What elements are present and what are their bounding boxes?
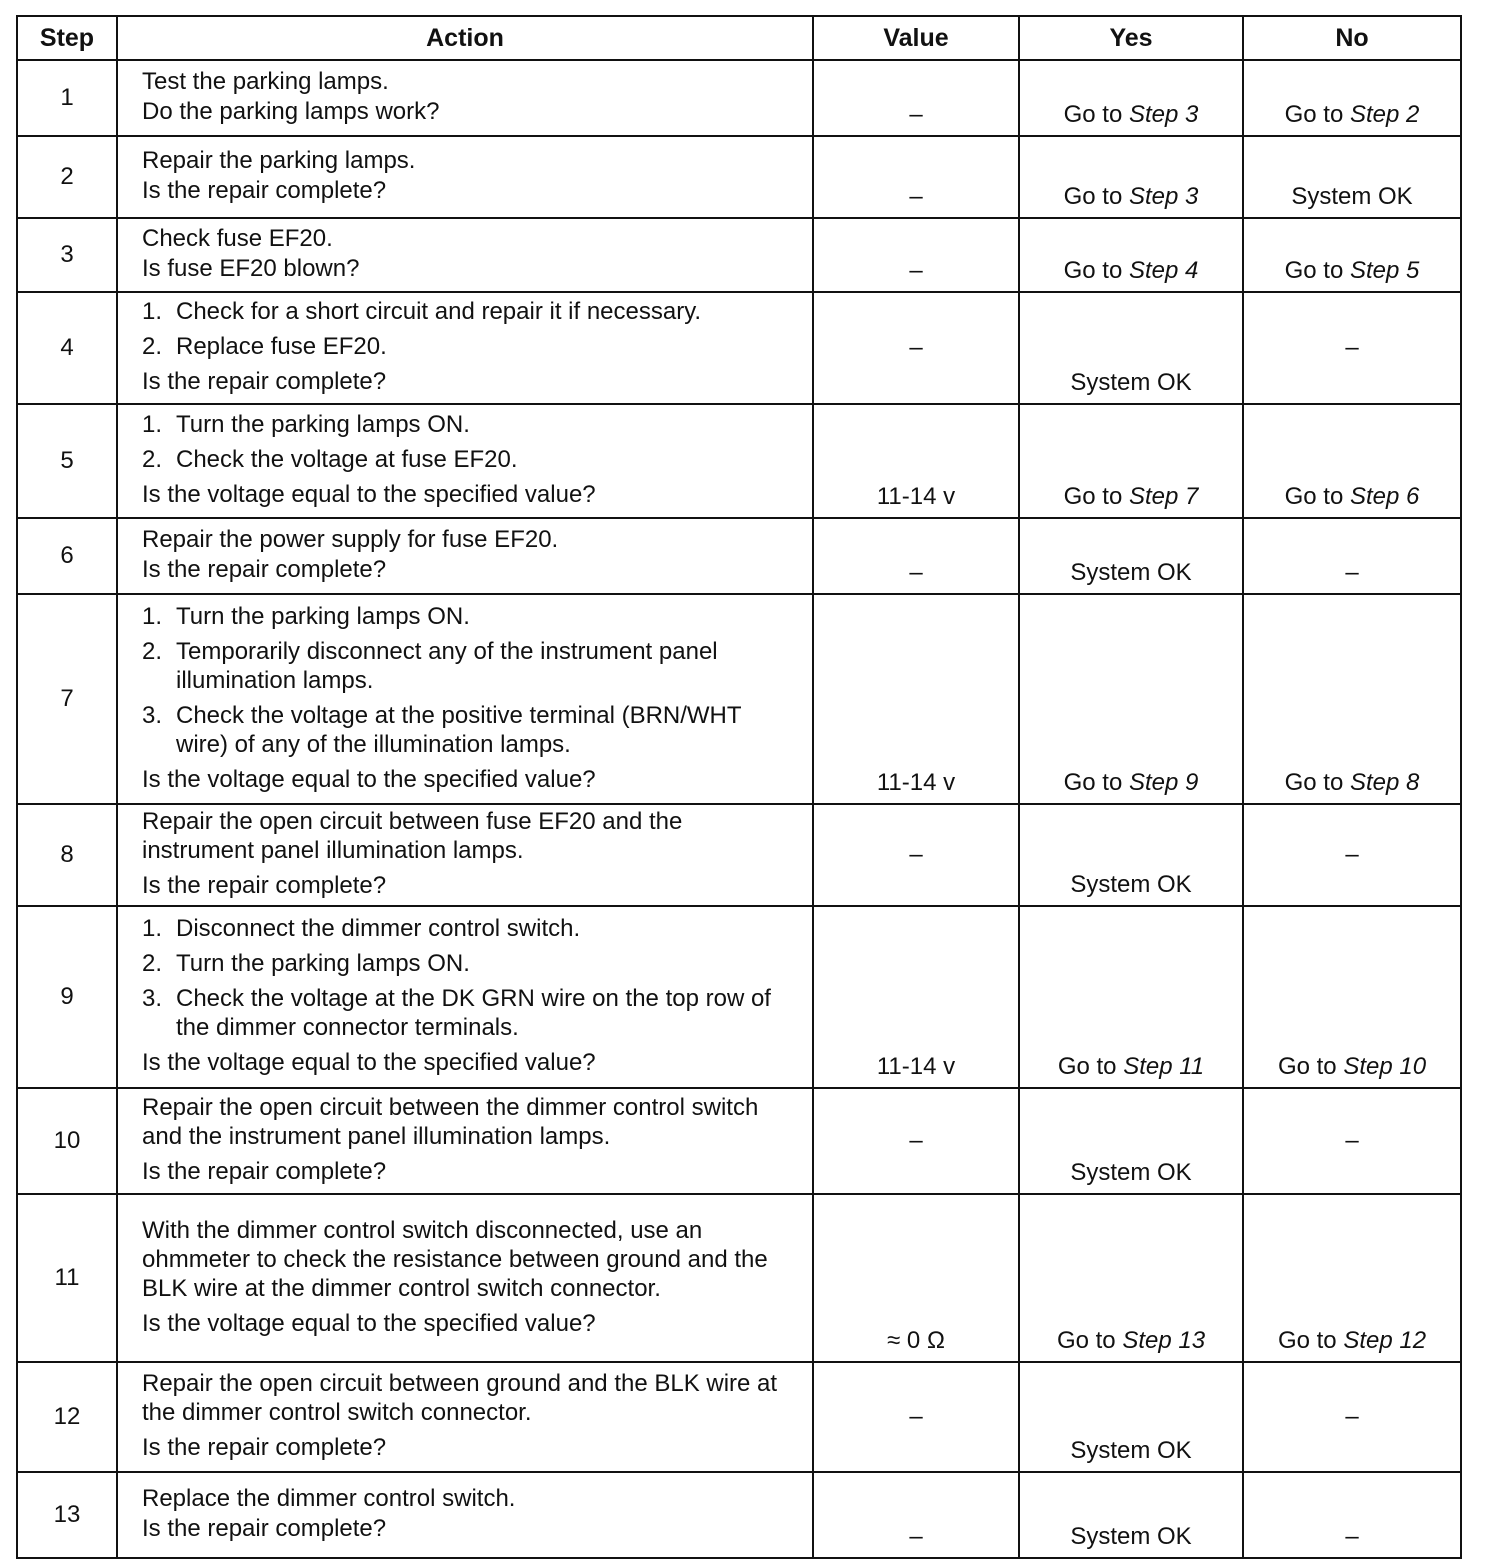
- action-question: Is the voltage equal to the specified value?: [142, 765, 596, 793]
- value-cell: –: [813, 292, 1019, 404]
- item-number: 1.: [142, 602, 163, 630]
- no-cell: [1243, 518, 1461, 594]
- action-question: Is the repair complete?: [142, 1515, 387, 1542]
- action-step-item: [142, 410, 798, 439]
- item-number: 1.: [142, 298, 163, 325]
- no-text: Go to: [1277, 1053, 1344, 1080]
- item-number: 2.: [142, 950, 163, 977]
- table-row: [17, 60, 1461, 136]
- action-cell: [117, 60, 813, 136]
- yes-cell: [1019, 1194, 1243, 1362]
- action-question: Is fuse EF20 blown?: [142, 255, 360, 282]
- step-number: 1: [17, 60, 117, 136]
- step-number: 9: [17, 906, 117, 1088]
- yes-step-ref: Step 11: [1123, 1053, 1205, 1080]
- step-number: 10: [17, 1088, 117, 1194]
- action-step-item: [142, 914, 798, 943]
- no-cell: [1243, 906, 1461, 1088]
- yes-cell: [1019, 1088, 1243, 1194]
- action-step-item: [142, 984, 798, 1042]
- no-text: Go to: [1277, 1327, 1344, 1354]
- value-cell: 11-14 v: [813, 404, 1019, 518]
- action-text: Repair the open circuit between ground and the BLK wire at the dimmer control switch connector.: [142, 1370, 778, 1426]
- item-number: 2.: [142, 637, 163, 665]
- yes-text: System OK: [1070, 1437, 1192, 1464]
- no-step-ref: Step 12: [1343, 1327, 1427, 1354]
- no-step-ref: Step 5: [1349, 257, 1420, 284]
- item-text: Check the voltage at the DK GRN wire on the top row of the dimmer connector terminals.: [176, 985, 771, 1041]
- value-cell: –: [813, 60, 1019, 136]
- yes-text: System OK: [1070, 559, 1192, 586]
- value-cell: 11-14 v: [813, 906, 1019, 1088]
- action-cell: [117, 292, 813, 404]
- no-cell: [1243, 218, 1461, 292]
- yes-text: System OK: [1070, 369, 1192, 396]
- action-cell: [117, 404, 813, 518]
- step-number: 6: [17, 518, 117, 594]
- step-number: 11: [17, 1194, 117, 1362]
- diagnostic-table: [16, 15, 1462, 1559]
- action-question: Is the voltage equal to the specified value?: [142, 1309, 596, 1337]
- action-question: Is the repair complete?: [142, 1158, 387, 1185]
- action-cell: [117, 804, 813, 906]
- no-cell: [1243, 292, 1461, 404]
- action-step-item: [142, 297, 798, 326]
- yes-text: Go to: [1063, 257, 1129, 284]
- action-question: Is the voltage equal to the specified value?: [142, 481, 596, 508]
- yes-text: Go to: [1063, 769, 1129, 796]
- action-text: Replace the dimmer control switch.: [142, 1485, 516, 1512]
- step-number: 2: [17, 136, 117, 218]
- item-text: Replace fuse EF20.: [176, 333, 387, 360]
- yes-cell: [1019, 518, 1243, 594]
- value-cell: –: [813, 218, 1019, 292]
- yes-step-ref: Step 3: [1128, 101, 1199, 128]
- action-text: Repair the open circuit between fuse EF20 and the instrument panel illumination lamps.: [142, 808, 683, 864]
- value-cell: 11-14 v: [813, 594, 1019, 804]
- item-text: Turn the parking lamps ON.: [176, 411, 470, 438]
- table-row: [17, 218, 1461, 292]
- action-text: With the dimmer control switch disconnected, use an ohmmeter to check the resistance between ground and the BLK wire at the dimmer control switch connector.: [142, 1216, 768, 1302]
- action-cell: [117, 1194, 813, 1362]
- value-cell: –: [813, 1088, 1019, 1194]
- yes-text: System OK: [1070, 1523, 1192, 1550]
- no-cell: [1243, 1194, 1461, 1362]
- yes-text: Go to: [1057, 1053, 1124, 1080]
- action-question: Is the repair complete?: [142, 368, 387, 395]
- no-text: –: [1345, 1127, 1359, 1154]
- no-text: Go to: [1284, 483, 1350, 510]
- value-cell: –: [813, 804, 1019, 906]
- item-text: Check for a short circuit and repair it if necessary.: [176, 298, 702, 325]
- action-text: Test the parking lamps.: [142, 68, 389, 95]
- table-row: [17, 594, 1461, 804]
- yes-step-ref: Step 9: [1128, 769, 1199, 796]
- action-step-item: [142, 701, 798, 759]
- table-row: [17, 1472, 1461, 1558]
- yes-cell: [1019, 292, 1243, 404]
- no-cell: [1243, 404, 1461, 518]
- yes-text: System OK: [1070, 871, 1192, 898]
- yes-text: Go to: [1056, 1327, 1123, 1354]
- no-text: –: [1345, 1523, 1359, 1550]
- item-text: Turn the parking lamps ON.: [176, 602, 470, 630]
- header-value: Value: [813, 16, 1019, 60]
- yes-cell: [1019, 906, 1243, 1088]
- yes-step-ref: Step 3: [1128, 183, 1199, 210]
- yes-step-ref: Step 13: [1122, 1327, 1206, 1354]
- no-cell: [1243, 804, 1461, 906]
- value-cell: –: [813, 518, 1019, 594]
- no-cell: [1243, 1088, 1461, 1194]
- action-text: Repair the parking lamps.: [142, 147, 416, 174]
- header-step: Step: [17, 16, 117, 60]
- action-cell: [117, 518, 813, 594]
- step-number: 8: [17, 804, 117, 906]
- yes-cell: [1019, 1362, 1243, 1472]
- no-text: Go to: [1284, 257, 1350, 284]
- header-row: [17, 16, 1461, 60]
- no-text: Go to: [1284, 101, 1350, 128]
- yes-text: Go to: [1063, 101, 1129, 128]
- step-number: 7: [17, 594, 117, 804]
- table-row: [17, 1194, 1461, 1362]
- action-cell: [117, 136, 813, 218]
- step-number: 13: [17, 1472, 117, 1558]
- no-cell: [1243, 1362, 1461, 1472]
- action-question: Is the repair complete?: [142, 556, 387, 583]
- item-number: 2.: [142, 446, 163, 473]
- no-text: –: [1345, 1403, 1359, 1430]
- action-question: Is the repair complete?: [142, 872, 387, 899]
- no-step-ref: Step 10: [1343, 1053, 1427, 1080]
- item-text: Check the voltage at fuse EF20.: [176, 446, 518, 473]
- yes-cell: [1019, 218, 1243, 292]
- yes-cell: [1019, 804, 1243, 906]
- item-number: 1.: [142, 915, 163, 942]
- yes-cell: [1019, 1472, 1243, 1558]
- no-cell: [1243, 1472, 1461, 1558]
- no-step-ref: Step 8: [1349, 769, 1420, 796]
- action-question: Do the parking lamps work?: [142, 98, 440, 125]
- table-row: [17, 804, 1461, 906]
- no-cell: [1243, 594, 1461, 804]
- action-step-item: [142, 602, 798, 631]
- header-action: Action: [117, 16, 813, 60]
- value-cell: –: [813, 136, 1019, 218]
- yes-step-ref: Step 7: [1128, 483, 1199, 510]
- item-number: 1.: [142, 411, 163, 438]
- no-step-ref: Step 6: [1349, 483, 1420, 510]
- action-question: Is the repair complete?: [142, 177, 387, 204]
- table-row: [17, 1362, 1461, 1472]
- action-cell: [117, 1088, 813, 1194]
- no-text: –: [1345, 841, 1359, 868]
- table-row: [17, 292, 1461, 404]
- item-number: 2.: [142, 333, 163, 360]
- item-number: 3.: [142, 701, 163, 729]
- action-step-item: [142, 445, 798, 474]
- yes-cell: [1019, 136, 1243, 218]
- action-step-item: [142, 332, 798, 361]
- table-row: [17, 404, 1461, 518]
- no-text: –: [1345, 559, 1359, 586]
- item-number: 3.: [142, 985, 163, 1012]
- yes-text: Go to: [1063, 483, 1129, 510]
- no-cell: [1243, 136, 1461, 218]
- table-row: [17, 906, 1461, 1088]
- item-text: Check the voltage at the positive terminal (BRN/WHT wire) of any of the illumination lamps.: [176, 701, 742, 758]
- action-cell: [117, 594, 813, 804]
- action-cell: [117, 1472, 813, 1558]
- yes-text: System OK: [1070, 1159, 1192, 1186]
- no-step-ref: Step 2: [1349, 101, 1420, 128]
- yes-cell: [1019, 60, 1243, 136]
- no-text: –: [1345, 334, 1359, 361]
- step-number: 12: [17, 1362, 117, 1472]
- yes-step-ref: Step 4: [1128, 257, 1199, 284]
- action-text: Check fuse EF20.: [142, 225, 333, 252]
- no-text: System OK: [1291, 183, 1413, 210]
- step-number: 3: [17, 218, 117, 292]
- step-number: 5: [17, 404, 117, 518]
- action-cell: [117, 218, 813, 292]
- action-step-item: [142, 949, 798, 978]
- table-row: [17, 1088, 1461, 1194]
- no-cell: [1243, 60, 1461, 136]
- yes-cell: [1019, 594, 1243, 804]
- value-cell: ≈ 0 Ω: [813, 1194, 1019, 1362]
- header-no: No: [1243, 16, 1461, 60]
- item-text: Disconnect the dimmer control switch.: [176, 915, 581, 942]
- action-text: Repair the open circuit between the dimmer control switch and the instrument panel illumination lamps.: [142, 1094, 759, 1150]
- action-cell: [117, 1362, 813, 1472]
- action-text: Repair the power supply for fuse EF20.: [142, 526, 559, 553]
- header-yes: Yes: [1019, 16, 1243, 60]
- action-cell: [117, 906, 813, 1088]
- yes-text: Go to: [1063, 183, 1129, 210]
- action-question: Is the voltage equal to the specified value?: [142, 1049, 596, 1076]
- item-text: Turn the parking lamps ON.: [176, 950, 470, 977]
- action-step-item: [142, 637, 798, 695]
- action-question: Is the repair complete?: [142, 1434, 387, 1461]
- no-text: Go to: [1284, 769, 1350, 796]
- table-row: [17, 518, 1461, 594]
- step-number: 4: [17, 292, 117, 404]
- value-cell: –: [813, 1362, 1019, 1472]
- yes-cell: [1019, 404, 1243, 518]
- item-text: Temporarily disconnect any of the instrument panel illumination lamps.: [176, 637, 718, 694]
- value-cell: –: [813, 1472, 1019, 1558]
- table-row: [17, 136, 1461, 218]
